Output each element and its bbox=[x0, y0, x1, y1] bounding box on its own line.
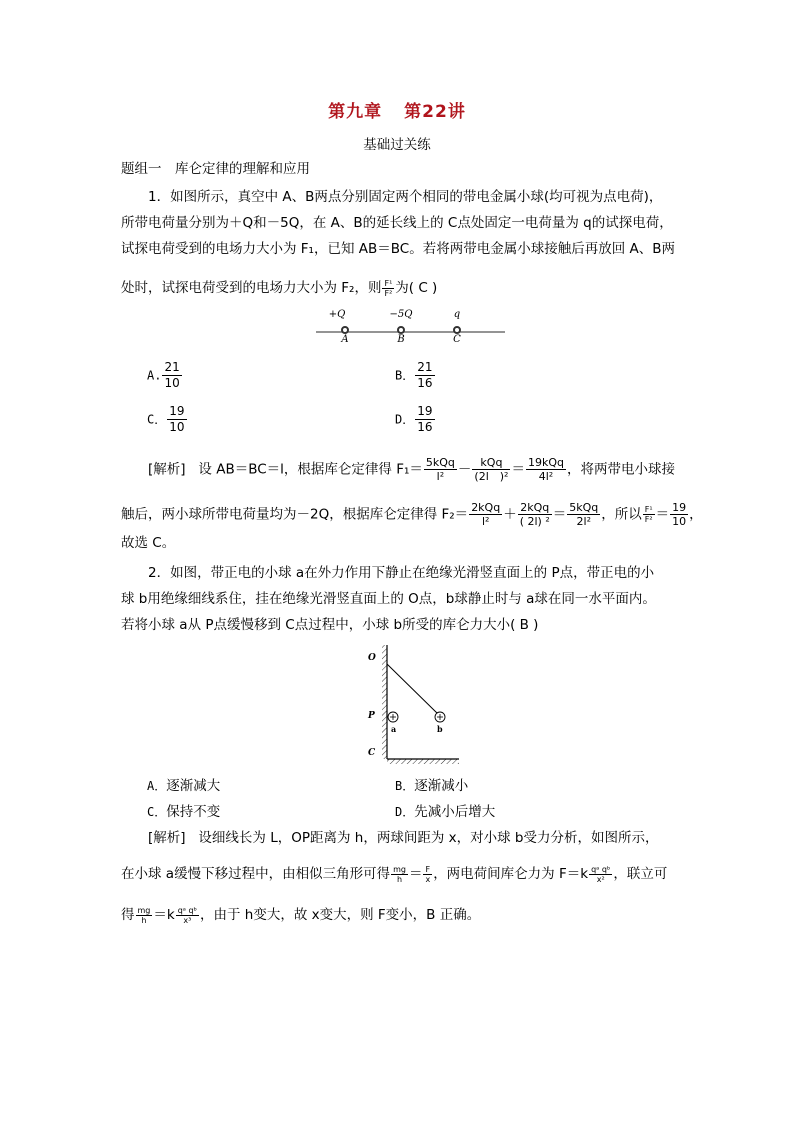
group-heading: 题组一 库仑定律的理解和应用 bbox=[121, 161, 310, 177]
q2-line-2: 球 b用绝缘细线系住，挂在绝缘光滑竖直面上的 O点，b球静止时与 a球在同一水平面内。 bbox=[121, 591, 656, 607]
q2-line-1: 2．如图，带正电的小球 a在外力作用下静止在绝缘光滑竖直面上的 P点，带正电的小 bbox=[148, 565, 655, 581]
label-ball-a: a bbox=[391, 724, 397, 734]
q1-option-c: C． $\frac{19}{10}$ bbox=[147, 404, 185, 434]
label-p: P bbox=[368, 711, 375, 721]
q1-text-4: 处时，试探电荷受到的电场力大小为 F₂，则 bbox=[121, 280, 382, 296]
q2-analysis-line-2: 在小球 a缓慢下移过程中，由相似三角形可得 $\frac{mg}{h}$ ＝ $\frac{F}{x}$ ，两电荷间库仑力为 F＝k $\frac{\text{qᵃ qᵇ}}{\text{x²}}$ ，联立可 bbox=[121, 864, 668, 884]
q1-option-a: A. $\frac{21}{10}$ bbox=[147, 360, 180, 390]
q1-option-b: B． $\frac{21}{16}$ bbox=[395, 360, 433, 390]
q1-option-d: D． $\frac{19}{16}$ bbox=[395, 404, 433, 434]
q2-number: 2． bbox=[148, 565, 171, 581]
q1-analysis-line-1: [解析] 设 AB＝BC＝l，根据库仑定律得 F₁＝ $\frac{\text{5kQq}}{\text{l²}}$ － $\frac{\text{kQq}}{\text{(2l )²}}$ ＝ $\frac{\text{19kQq}}{\text{4l²}}$ ，将两带电小球接 bbox=[148, 456, 675, 483]
charge-label-b: −5Q bbox=[389, 309, 413, 320]
q1-answer-bracket: 为( C ) bbox=[395, 280, 438, 296]
charge-label-a: +Q bbox=[328, 309, 346, 320]
q2-option-b: B．逐渐减小 bbox=[395, 778, 469, 794]
label-c: C bbox=[368, 748, 376, 758]
q1-text-1: 如图所示，真空中 A、B两点分别固定两个相同的带电金属小球(均可视为点电荷)， bbox=[170, 189, 663, 205]
lecture-label: 第22讲 bbox=[404, 102, 466, 122]
q2-option-d: D．先减小后增大 bbox=[395, 804, 496, 820]
q1-line-4 bbox=[121, 278, 676, 298]
q2-option-c: C．保持不变 bbox=[147, 804, 221, 820]
ratio-fraction: $\frac{\text{F¹}}{\text{F²}}$ bbox=[384, 278, 393, 298]
analysis-tag: [解析] bbox=[148, 830, 186, 846]
chapter-title bbox=[0, 97, 794, 122]
q1-number: 1． bbox=[148, 189, 171, 205]
point-label-c: C bbox=[453, 334, 461, 345]
point-label-a: A bbox=[341, 334, 349, 345]
analysis-tag: [解析] bbox=[148, 461, 186, 478]
q1-line-3: 试探电荷受到的电场力大小为 F₁，已知 AB＝BC。若将两带电金属小球接触后再放回 A、B两 bbox=[121, 241, 675, 257]
q2-analysis-line-1: [解析] 设细线长为 L，OP距离为 h，两球间距为 x，对小球 b受力分析，如图所示， bbox=[148, 830, 659, 846]
q1-line-2: 所带电荷量分别为＋Q和－5Q，在 A、B的延长线上的 C点处固定一电荷量为 q的试探电荷， bbox=[121, 215, 673, 231]
chapter-label: 第九章 bbox=[328, 102, 383, 122]
label-o: O bbox=[368, 653, 376, 663]
q1-analysis-line-2: 触后，两小球所带电荷量均为－2Q，根据库仑定律得 F₂＝ $\frac{\text{2kQq}}{\text{l²}}$ ＋ $\frac{\text{2kQq}}{\text{( 2l) ²}}$ ＝ $\frac{\text{5kQq}}{\text{2l²}}$ ，所以 $\frac{\text{F¹}}{\text{F²}}$ ＝ $\frac{19}{10}$ ， bbox=[121, 501, 703, 528]
label-ball-b: b bbox=[437, 724, 443, 734]
section-subtitle: 基础过关练 bbox=[363, 137, 431, 153]
q2-analysis-line-3: 得 $\frac{mg}{h}$ ＝k $\frac{\text{qᵃ qᵇ}}{\text{x³}}$ ，由于 h变大，故 x变大，则 F变小，B 正确。 bbox=[121, 905, 481, 925]
q1-analysis-line-3: 故选 C。 bbox=[121, 535, 176, 551]
q2-line-3: 若将小球 a从 P点缓慢移到 C点过程中，小球 b所受的库仑力大小( B ) bbox=[121, 617, 539, 633]
q1-line-1 bbox=[121, 187, 676, 207]
q2-option-a: A．逐渐减大 bbox=[147, 778, 221, 794]
point-label-b: B bbox=[397, 334, 405, 345]
charge-label-c: q bbox=[453, 309, 461, 320]
